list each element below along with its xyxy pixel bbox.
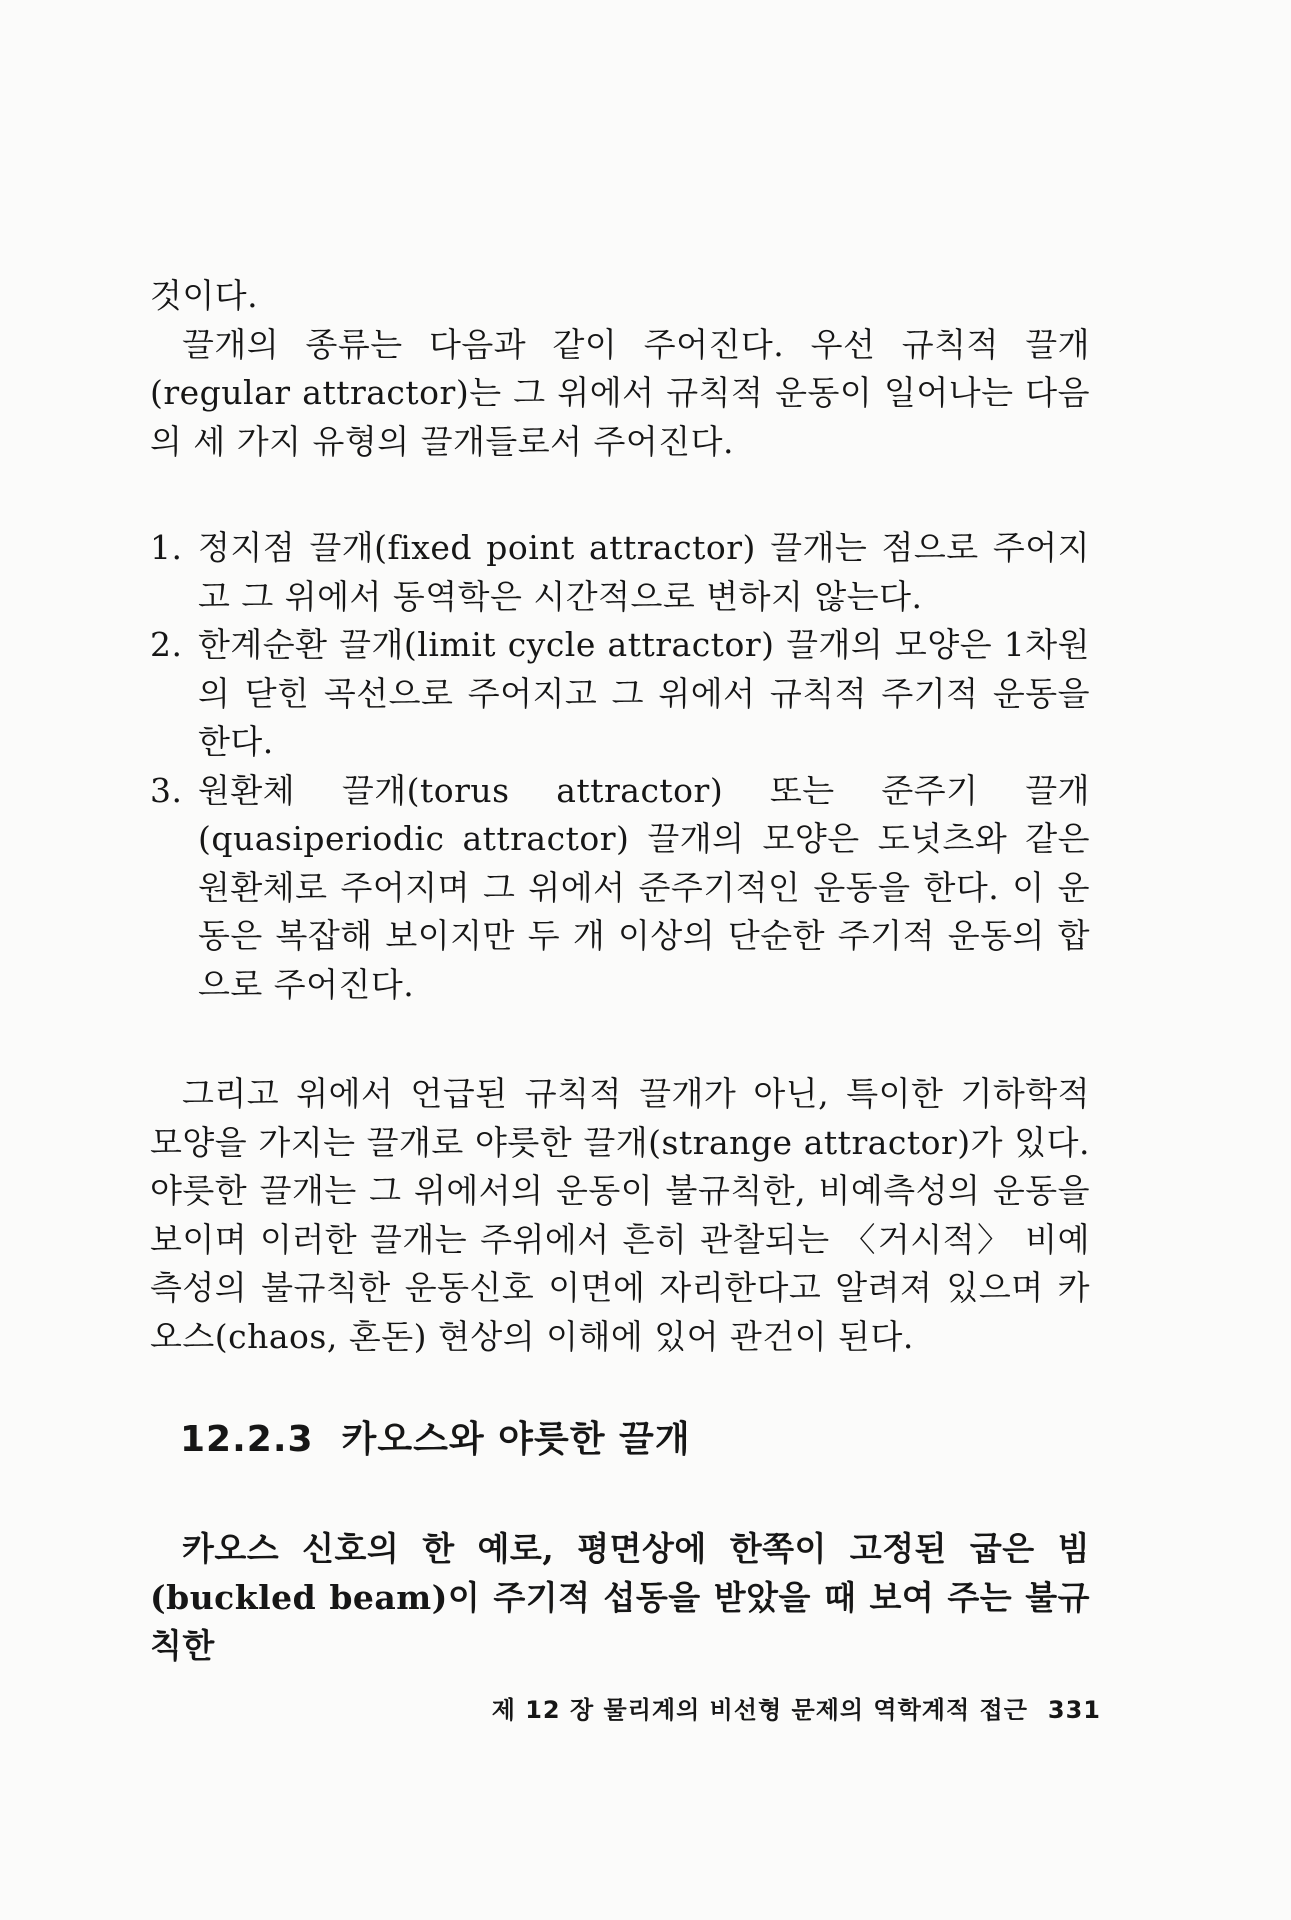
list-item-text: 정지점 끌개(fixed point attractor) 끌개는 점으로 주어지고 그 위에서 동역학은 시간적으로 변하지 않는다. [198,528,1090,616]
section-title: 카오스와 야릇한 끌개 [341,1419,691,1460]
page-number: 331 [1047,1696,1101,1724]
intro-paragraph: 끌개의 종류는 다음과 같이 주어진다. 우선 규칙적 끌개 (regular attractor)는 그 위에서 규칙적 운동이 일어나는 다음의 세 가지 유형의 끌개들로서 주어진다. [150,324,1090,461]
section-number: 12.2.3 [180,1419,314,1460]
list-item-number: 1. [150,528,183,567]
upper-text-block [150,272,1090,466]
list-item [150,524,1090,621]
running-footer [492,1690,1101,1725]
chaos-paragraph: 카오스 신호의 한 예로, 평면상에 한쪽이 고정된 굽은 빔 (buckled beam)이 주기적 섭동을 받았을 때 보여 주는 불규칙한 [150,1529,1090,1665]
attractor-type-list [150,524,1090,1009]
list-item-number: 3. [150,770,183,810]
chaos-block [150,1525,1090,1671]
chapter-title: 제 12 장 물리계의 비선형 문제의 역학계적 접근 [491,1696,1028,1724]
list-item-text: 한계순환 끌개(limit cycle attractor) 끌개의 모양은 1차원의 닫힌 곡선으로 주어지고 그 위에서 규칙적 주기적 운동을 한다. [198,625,1090,761]
list-item [150,621,1090,767]
attractor-list-block [150,524,1090,1009]
list-item-text: 원환체 끌개(torus attractor) 또는 준주기 끌개(quasiperiodic attractor) 끌개의 모양은 도넛츠와 같은 원환체로 주어지며 그 위에서 준주기적인 운동을 한다. 이 운동은 복잡해 보이지만 두 개 이상의 단순한 주기적 운동의 합으로 주어진다. [198,770,1090,1004]
continued-line: 것이다. [150,276,259,315]
strange-attractor-paragraph: 그리고 위에서 언급된 규칙적 끌개가 아닌, 특이한 기하학적 모양을 가지는 끌개로 야릇한 끌개(strange attractor)가 있다. 야릇한 끌개는 그 위에서의 운동이 불규칙한, 비예측성의 운동을 보이며 이러한 끌개는 주위에서 흔히 관찰되는 〈거시적〉 비예측성의 불규칙한 운동신호 이면에 자리한다고 알려져 있으며 카오스(chaos, 혼돈) 현상의 이해에 있어 관건이 된다. [150,1074,1090,1356]
strange-attractor-block [150,1070,1090,1361]
list-item [150,767,1090,1010]
list-item-number: 2. [150,625,183,664]
section-heading [180,1415,691,1465]
